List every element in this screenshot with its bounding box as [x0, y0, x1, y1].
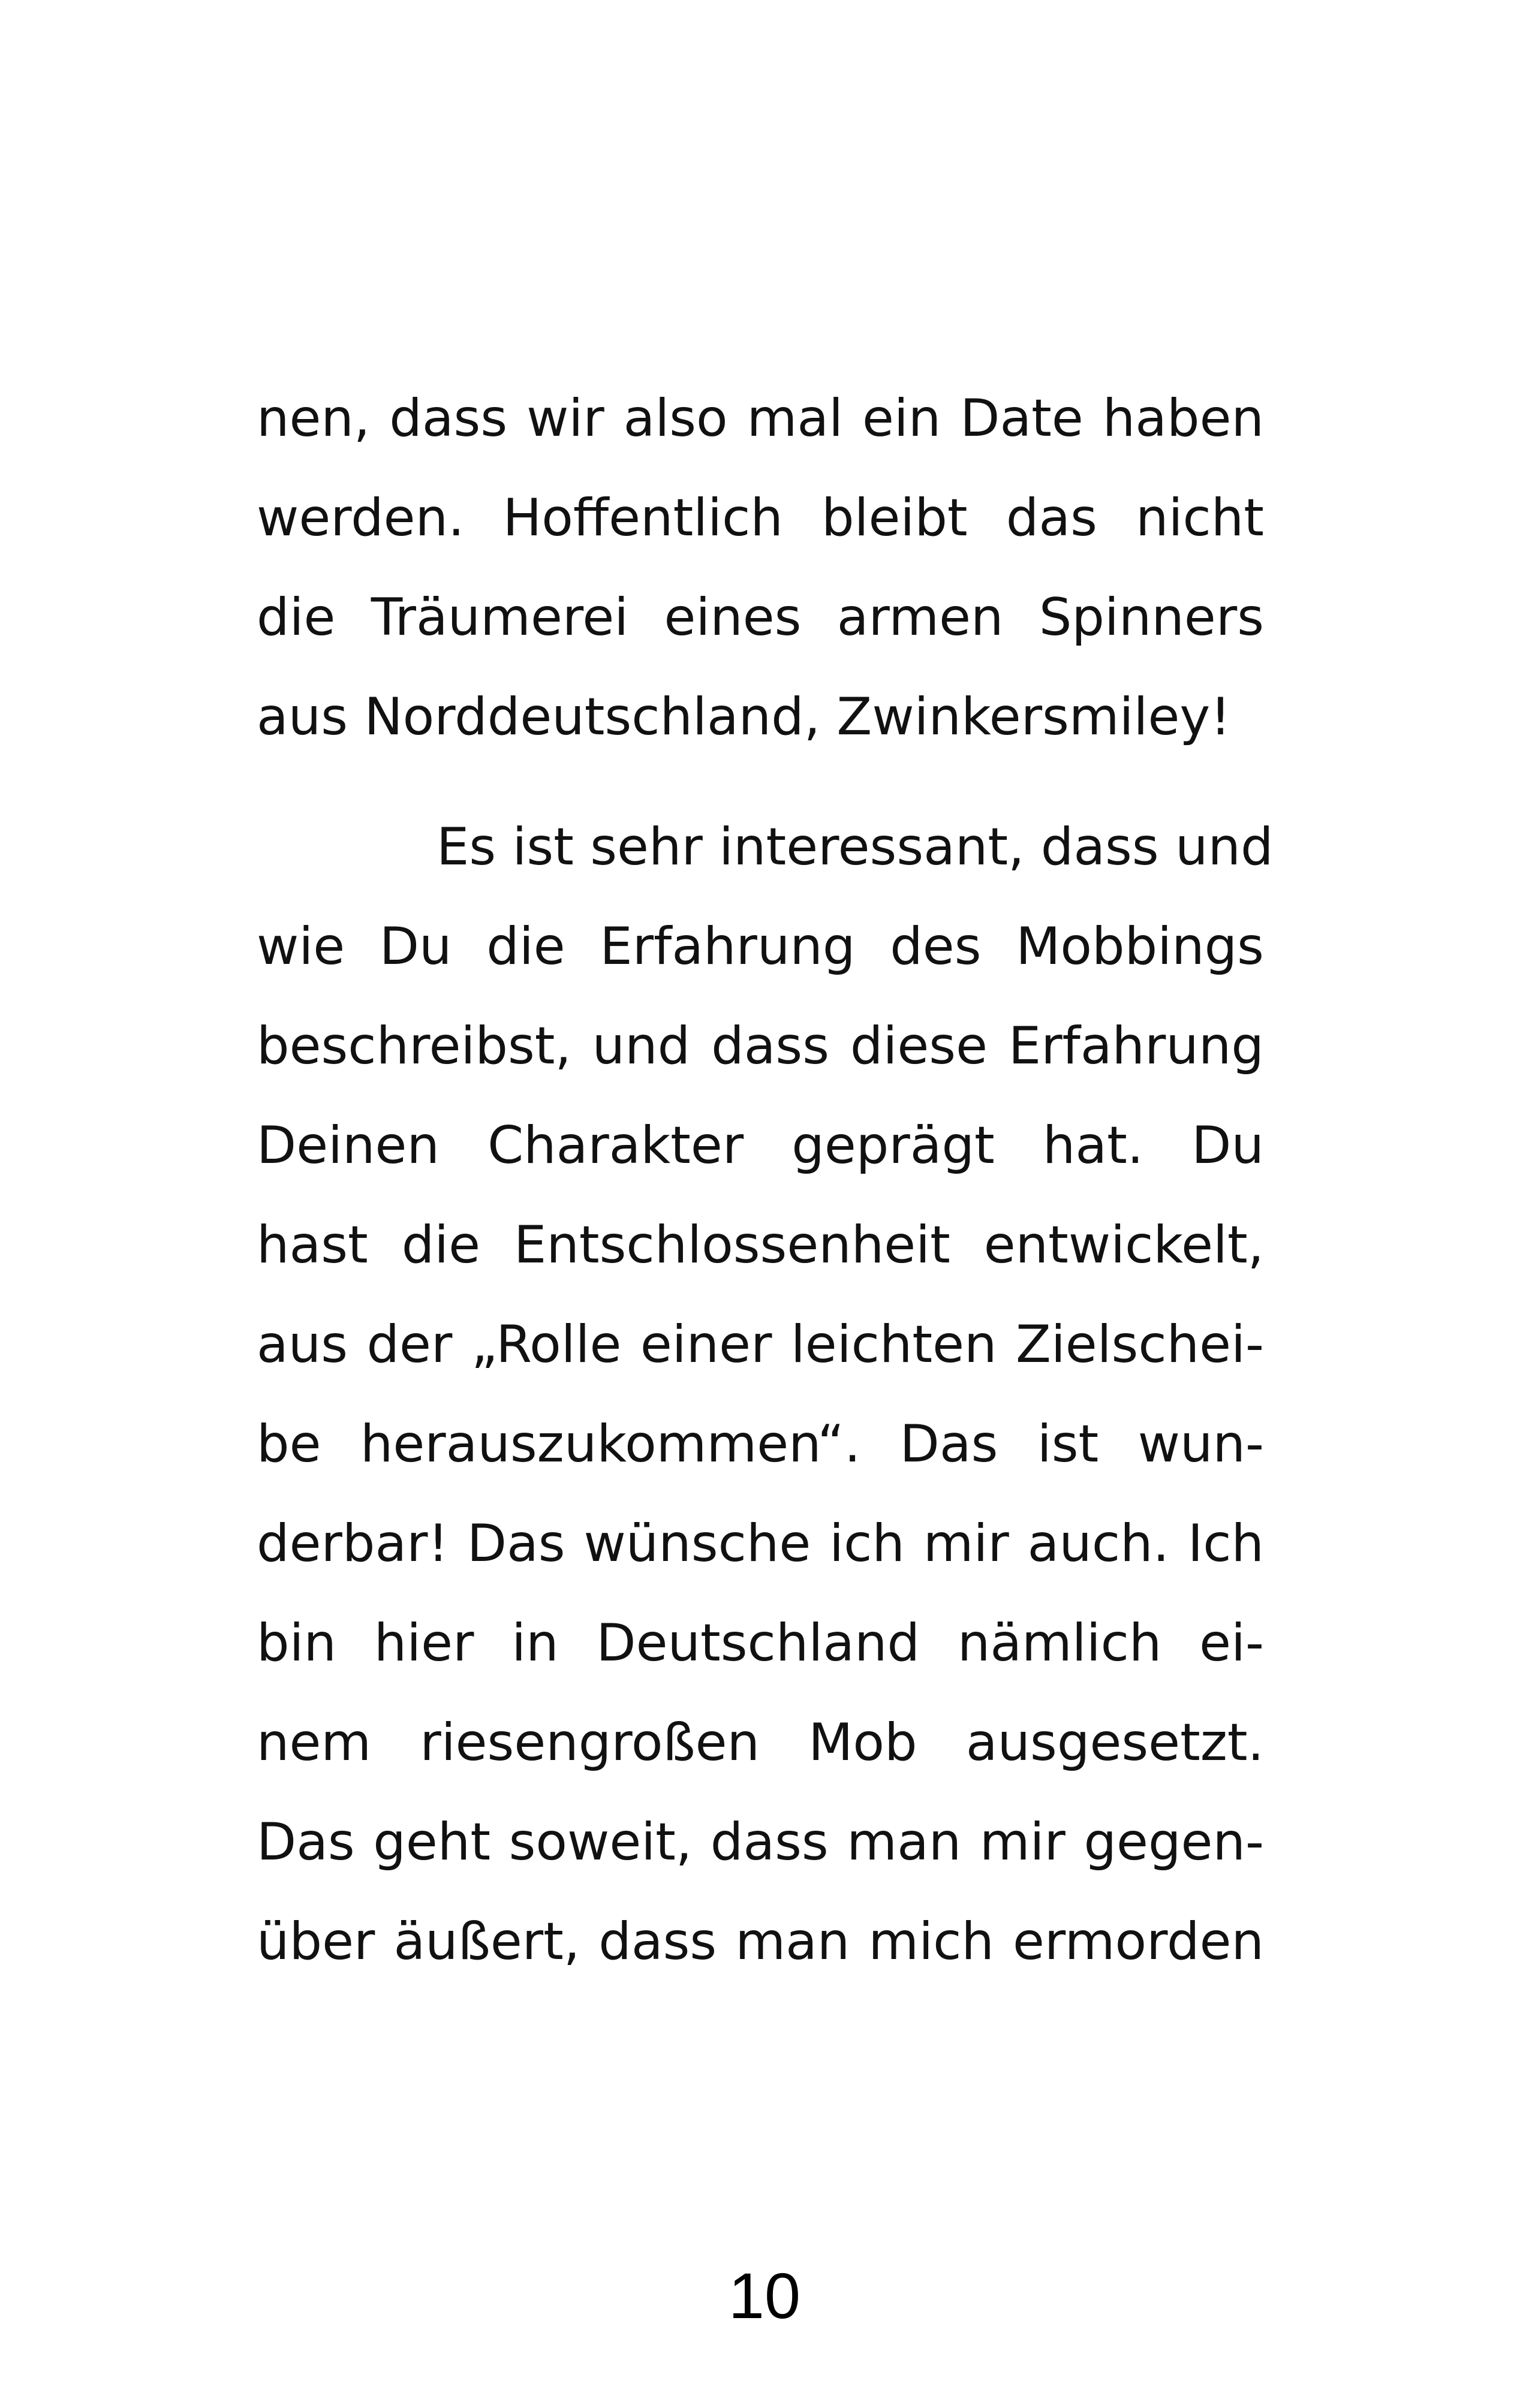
text-line: be herauszukommen“. Das ist wun-: [257, 1414, 1264, 1474]
page-number: 10: [728, 2259, 801, 2332]
text-line: die Träumerei eines armen Spinners: [257, 587, 1264, 647]
text-line: beschreibst, und dass diese Erfahrung: [257, 1016, 1264, 1076]
text-line: Das geht soweit, dass man mir gegen-: [257, 1812, 1264, 1872]
text-line: Es ist sehr interessant, dass und: [437, 817, 1274, 877]
text-line: aus Norddeutschland, Zwinkersmiley!: [257, 687, 1231, 747]
text-line: nen, dass wir also mal ein Date haben: [257, 388, 1264, 448]
text-line: wie Du die Erfahrung des Mobbings: [257, 917, 1264, 977]
text-line: hast die Entschlossenheit entwickelt,: [257, 1215, 1264, 1275]
text-line: nem riesengroßen Mob ausgesetzt.: [257, 1713, 1264, 1773]
text-line: über äußert, dass man mich ermorden: [257, 1912, 1264, 1972]
text-line: aus der „Rolle einer leichten Zielschei-: [257, 1315, 1264, 1375]
text-line: derbar! Das wünsche ich mir auch. Ich: [257, 1514, 1264, 1574]
text-line: bin hier in Deutschland nämlich ei-: [257, 1613, 1264, 1673]
text-line: werden. Hoffentlich bleibt das nicht: [257, 488, 1264, 548]
text-line: Deinen Charakter geprägt hat. Du: [257, 1116, 1264, 1176]
